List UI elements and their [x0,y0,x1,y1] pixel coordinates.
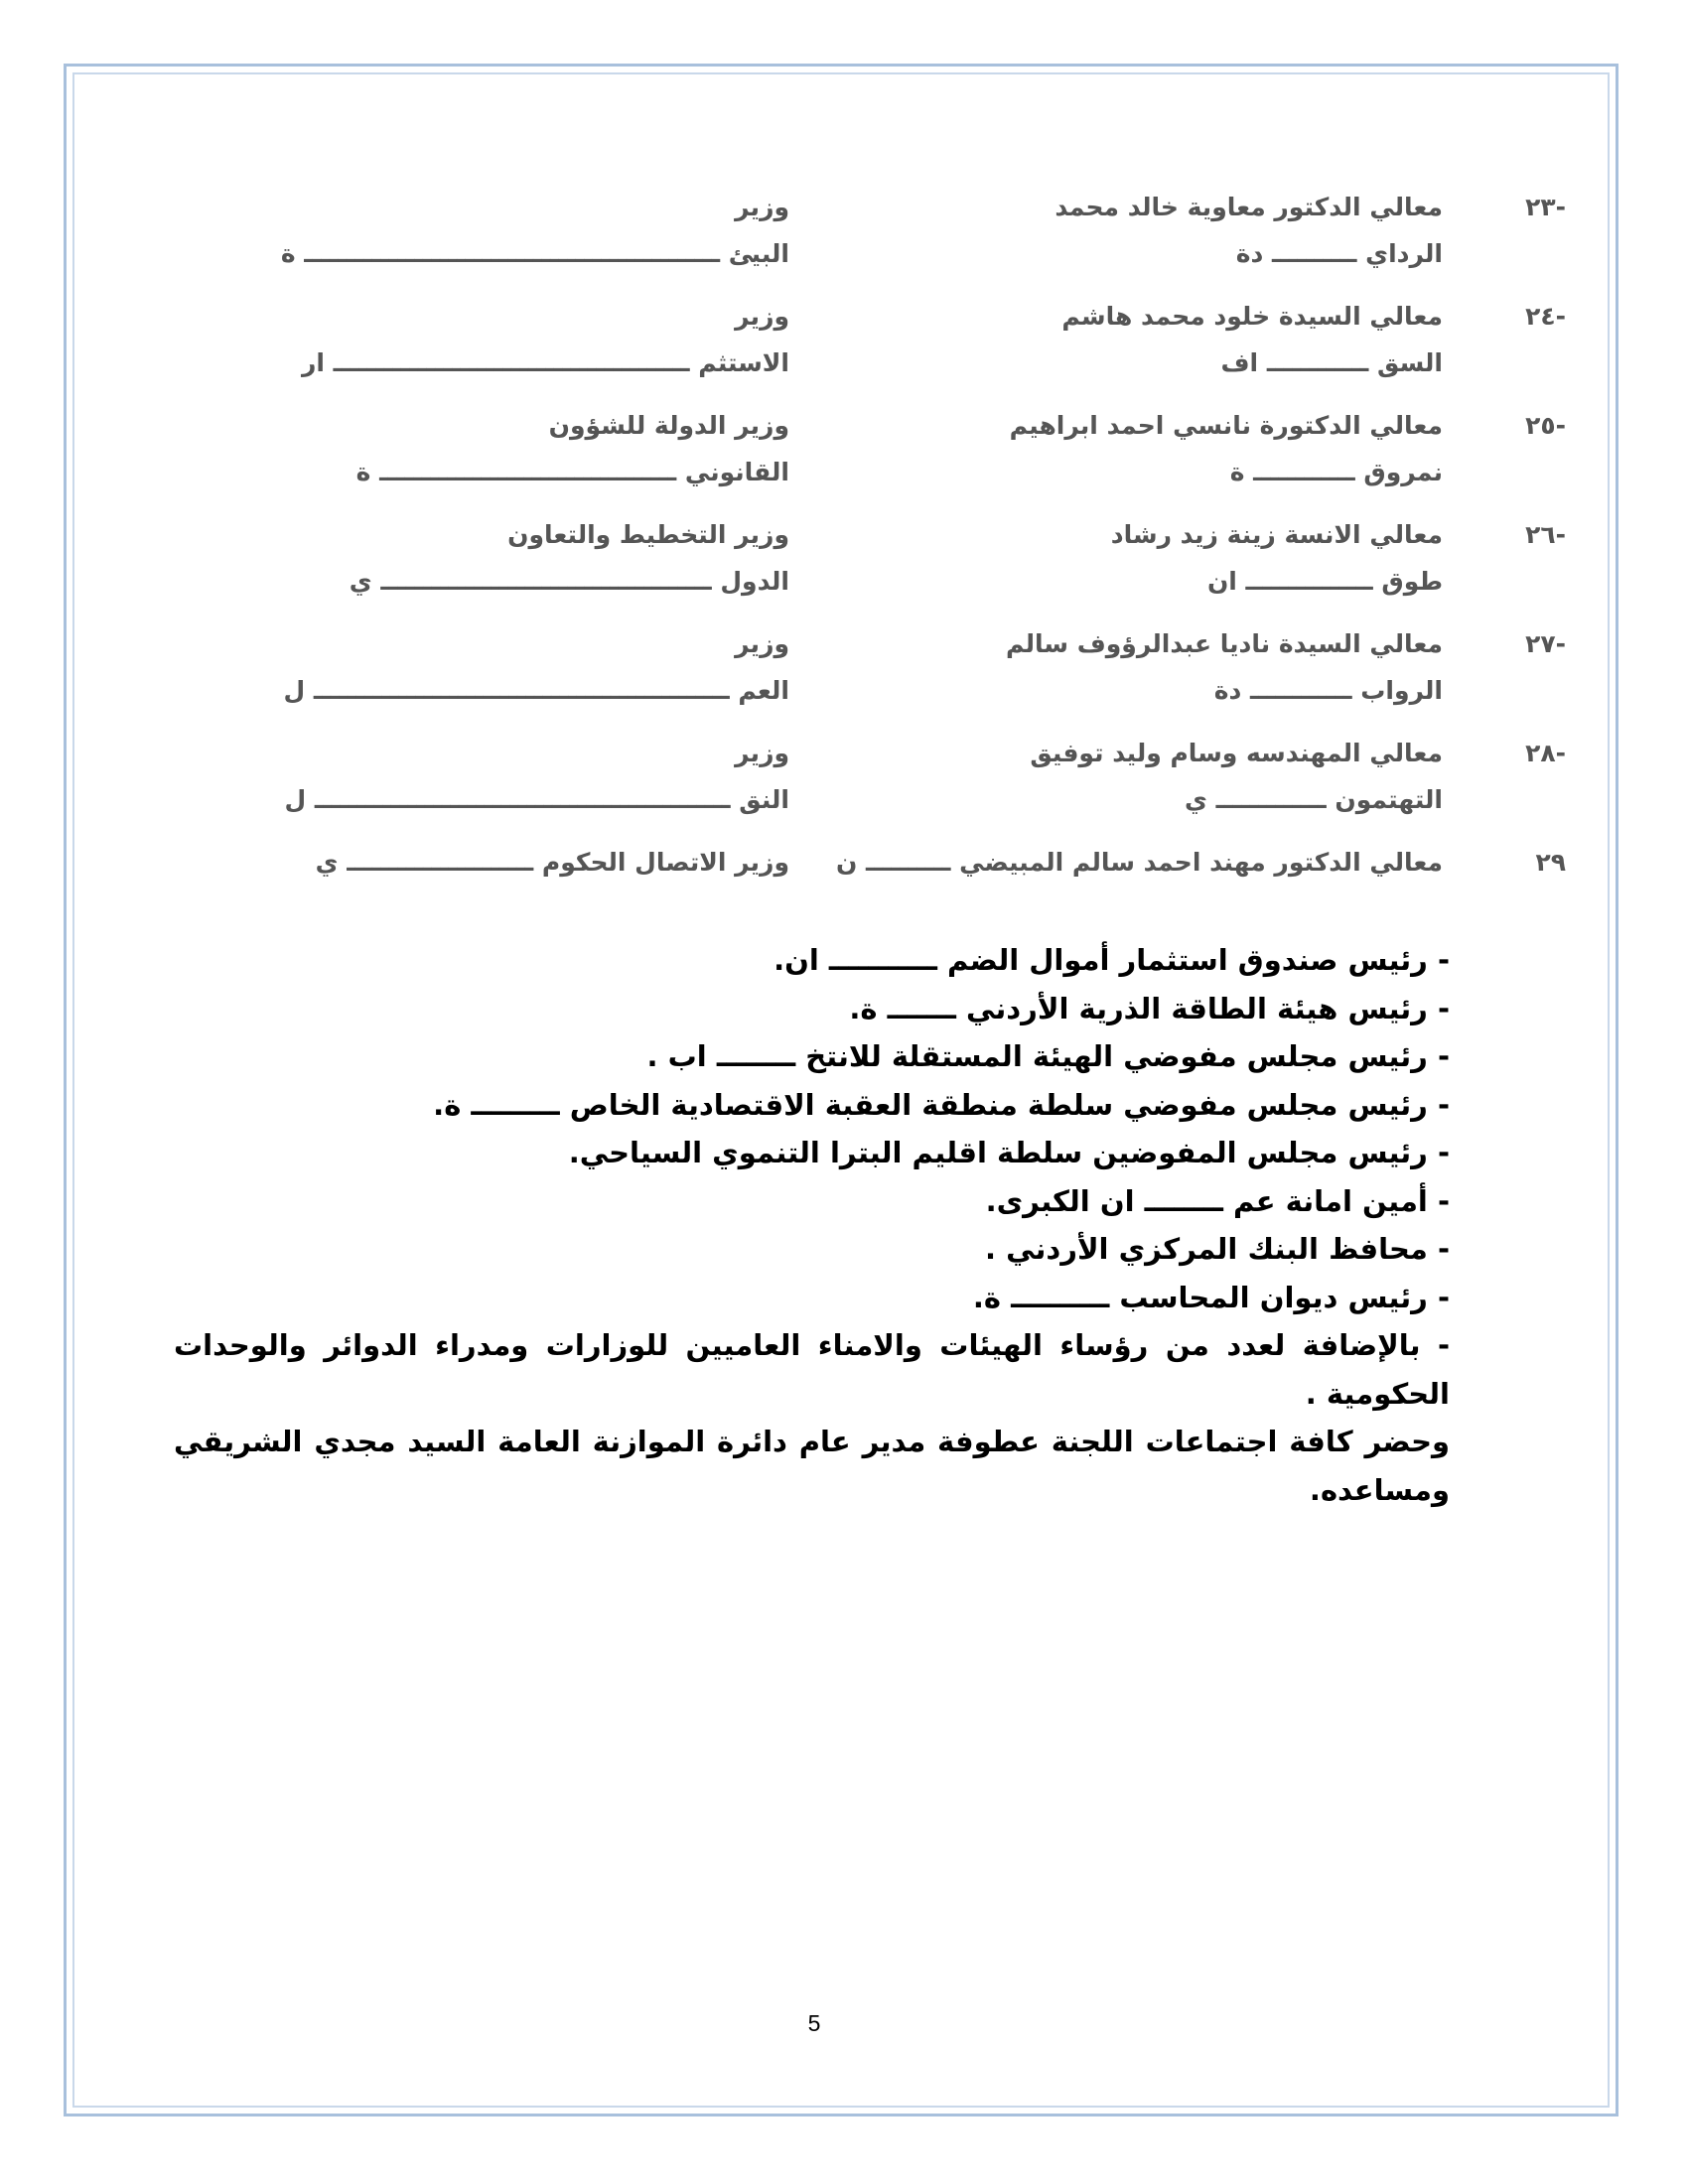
member-name-line2: التهتمون ـــــــــــــ ي [1184,785,1443,814]
member-name [1006,293,1443,386]
attendee-item: - محافظ البنك المركزي الأردني . [985,1232,1450,1266]
attendee-item: - رئيس مجلس المفوضين سلطة اقليم البترا التنموي السياحي. [568,1136,1450,1169]
member-name-line1: معالي الدكتور مهند احمد سالم المبيضي ــــــــــ ن [835,848,1443,877]
member-name [1006,730,1443,823]
attendees-list [174,936,1450,1514]
member-name-line1: معالي الدكتورة نانسي احمد ابراهيم [1009,411,1443,440]
member-title-line2: الاستثم ــــــــــــــــــــــــــــــــــــــــــ ار [301,348,789,377]
row-number: -٢٧ [1525,629,1566,658]
member-title-line1: وزير [735,302,789,331]
member-title [94,184,789,277]
row-number: -٢٥ [1525,411,1566,440]
member-name-line1: معالي السيدة ناديا عبدالرؤوف سالم [1006,629,1443,658]
member-name-line2: طوق ـــــــــــــــ ان [1206,567,1443,596]
member-title-line1: وزير التخطيط والتعاون [507,520,789,549]
member-title-line1: وزير [735,193,789,221]
member-name-line1: معالي السيدة خلود محمد هاشم [1061,302,1443,331]
member-title [94,730,789,823]
member-title [94,839,789,886]
member-name-line1: معالي الدكتور معاوية خالد محمد [1055,193,1443,221]
member-title [94,293,789,386]
page-number: 5 [807,2010,821,2036]
member-title-line2: العم ـــــــــــــــــــــــــــــــــــــــــــــــــ ل [283,676,789,705]
member-title [94,620,789,714]
member-row [0,402,1688,497]
member-name-line2: نمروق ــــــــــــ ة [1229,458,1443,486]
attendee-item: - أمين امانة عم ــــــــ ان الكبرى. [985,1183,1450,1218]
member-title-line1: وزير [735,629,789,658]
attendee-item: - رئيس صندوق استثمار أموال الضم ـــــــــــ ان. [774,943,1450,977]
attendee-item: - رئيس ديوان المحاسب ــــــــــ ة. [972,1280,1450,1314]
member-name-line2: الرواب ــــــــــــ دة [1213,676,1443,705]
member-name [1006,620,1443,714]
member-name-line1: معالي الانسة زينة زيد رشاد [1110,520,1443,549]
member-title-line1: وزير الاتصال الحكوم ــــــــــــــــــــــ ي [315,848,789,877]
member-name-line2: السق ــــــــــــ اف [1220,348,1443,377]
member-row [0,730,1688,825]
member-name [835,839,1443,886]
member-title [94,511,789,605]
row-number: -٢٣ [1525,193,1566,221]
member-row [0,184,1688,279]
member-name [1006,511,1443,605]
row-number: ٢٩ [1535,848,1566,877]
closing-paragraph: وحضر كافة اجتماعات اللجنة عطوفة مدير عام دائرة الموازنة العامة السيد مجدي الشريقي ومساعده. [174,1425,1450,1507]
row-number: -٢٤ [1525,302,1566,331]
member-title-line2: الدول ـــــــــــــــــــــــــــــــــــــــ ي [349,567,789,596]
member-name [1006,184,1443,277]
member-title [94,402,789,495]
member-name-line1: معالي المهندسه وسام وليد توفيق [1030,739,1443,767]
row-number: -٢٨ [1525,739,1566,767]
attendee-item: - رئيس مجلس مفوضي سلطة منطقة العقبة الاقتصادية الخاص ـــــــــ ة. [433,1087,1450,1122]
member-title-line2: القانوني ـــــــــــــــــــــــــــــــــــ ة [355,458,789,486]
attendee-item: - بالإضافة لعدد من رؤساء الهيئات والامناء العاميين للوزارات ومدراء الدوائر والوحدات الحكومية . [174,1328,1450,1411]
member-row [0,511,1688,607]
member-title-line1: وزير [735,739,789,767]
attendee-item: - رئيس مجلس مفوضي الهيئة المستقلة للانتخ ــــــــ اب . [646,1039,1450,1073]
member-title-line2: النق ـــــــــــــــــــــــــــــــــــــــــــــــــ ل [284,785,789,814]
member-row [0,620,1688,716]
attendee-item: - رئيس هيئة الطاقة الذرية الأردني ـــــــ ة. [849,991,1450,1025]
row-number: -٢٦ [1525,520,1566,549]
member-row [0,293,1688,388]
member-title-line2: البيئ ـــــــــــــــــــــــــــــــــــــــــــــــــ ة [280,239,789,268]
member-title-line1: وزير الدولة للشؤون [548,411,789,440]
member-row [0,839,1688,888]
member-name [1006,402,1443,495]
member-name-line2: الرداي ــــــــــ دة [1235,239,1443,268]
